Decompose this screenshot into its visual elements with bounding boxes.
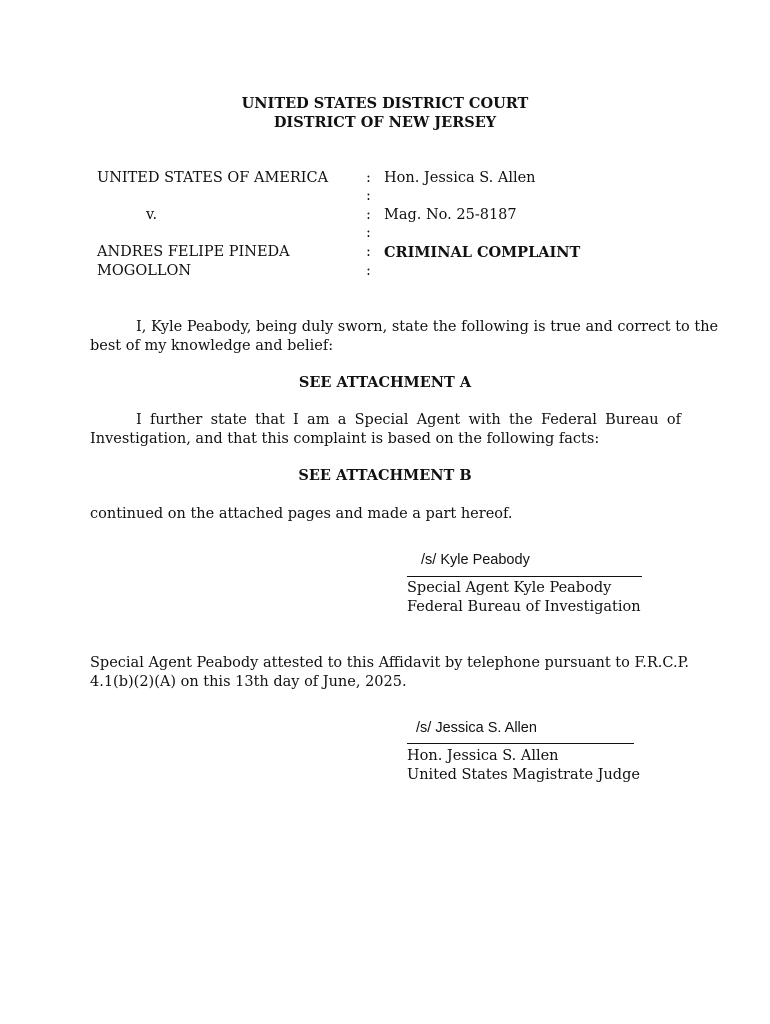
caption-defendant-line2: MOGOLLON [97, 263, 192, 279]
agent-name: Special Agent Kyle Peabody [407, 580, 612, 596]
judge-title: United States Magistrate Judge [407, 767, 640, 783]
caption-defendant-line1: ANDRES FELIPE PINEDA [97, 244, 290, 260]
court-district: DISTRICT OF NEW JERSEY [273, 114, 497, 131]
caption-versus: v. [146, 207, 158, 223]
agent-signature: /s/ Kyle Peabody [421, 552, 530, 568]
caption-colon: : [366, 263, 371, 279]
paragraph-2-line-1: I further state that I am a Special Agent with the Federal Bureau of [136, 412, 681, 428]
caption-colon: : [366, 244, 371, 260]
judge-signature-line [407, 743, 634, 744]
agent-agency: Federal Bureau of Investigation [407, 599, 641, 615]
attachment-b-heading: SEE ATTACHMENT B [298, 467, 472, 484]
paragraph-1-line-1: I, Kyle Peabody, being duly sworn, state the following is true and correct to the [136, 319, 719, 335]
caption-colon: : [366, 170, 371, 186]
paragraph-2-line-2: Investigation, and that this complaint is based on the following facts: [90, 431, 600, 447]
judge-name: Hon. Jessica S. Allen [407, 748, 559, 764]
caption-colon: : [366, 225, 371, 241]
attachment-a-heading: SEE ATTACHMENT A [298, 374, 472, 391]
attestation-line-2: 4.1(b)(2)(A) on this 13th day of June, 2025. [90, 674, 407, 690]
court-name: UNITED STATES DISTRICT COURT [241, 95, 529, 112]
caption-document-type: CRIMINAL COMPLAINT [384, 244, 581, 261]
agent-signature-line [407, 576, 642, 577]
attestation-line-1: Special Agent Peabody attested to this Affidavit by telephone pursuant to F.R.C.P. [90, 655, 690, 671]
caption-judge: Hon. Jessica S. Allen [384, 170, 536, 186]
continued-text: continued on the attached pages and made a part hereof. [90, 506, 513, 522]
judge-signature: /s/ Jessica S. Allen [416, 720, 537, 736]
caption-colon: : [366, 188, 371, 204]
caption-plaintiff: UNITED STATES OF AMERICA [97, 170, 329, 186]
caption-colon: : [366, 207, 371, 223]
paragraph-1-line-2: best of my knowledge and belief: [90, 338, 334, 354]
caption-mag-number: Mag. No. 25-8187 [384, 207, 517, 223]
